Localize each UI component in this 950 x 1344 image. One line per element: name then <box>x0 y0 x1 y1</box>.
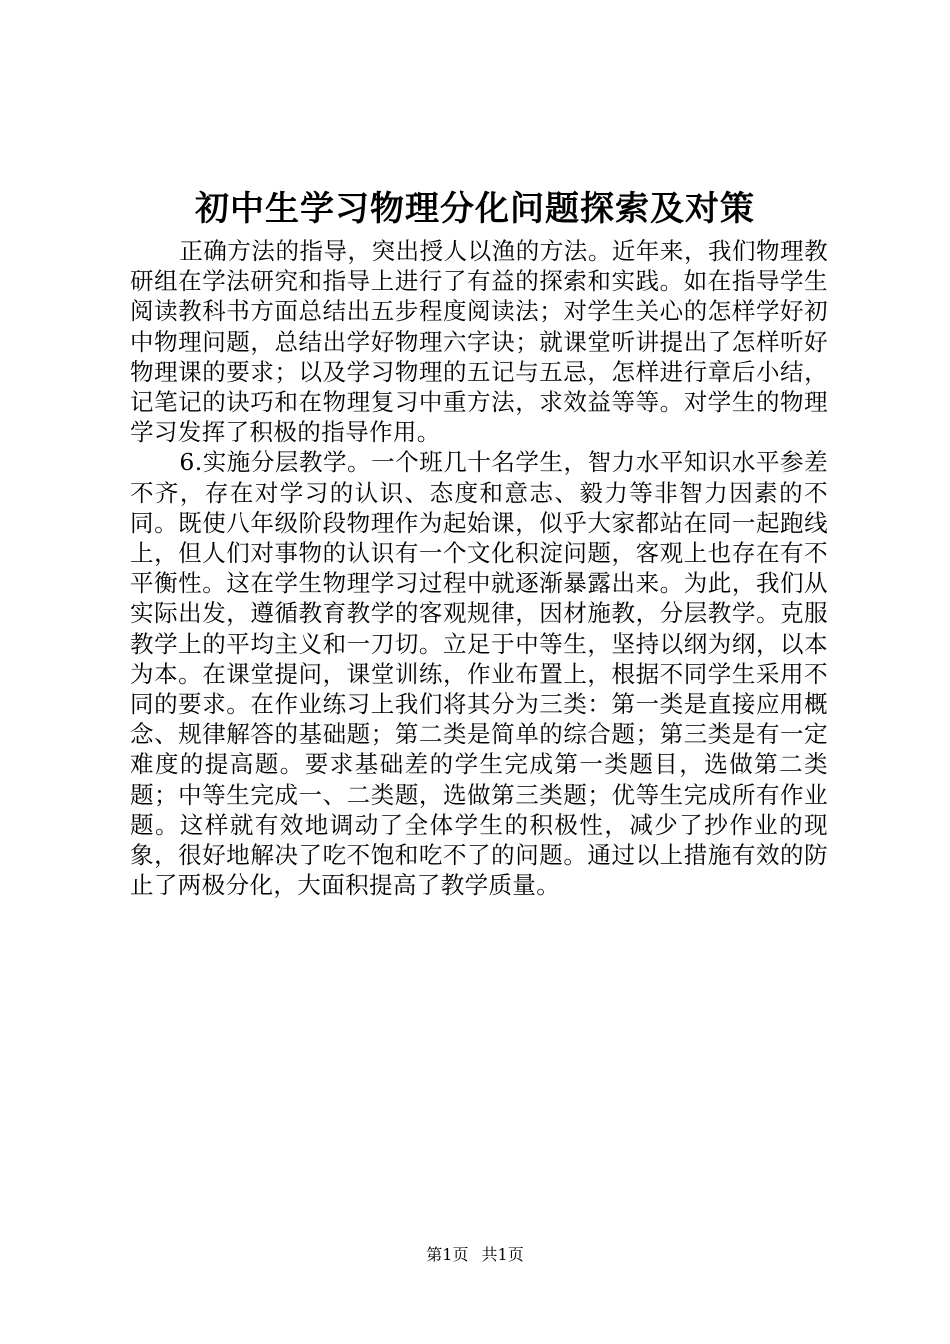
paragraph-layered-teaching: 6.实施分层教学。一个班几十名学生，智力水平知识水平参差不齐，存在对学习的认识、态度和意志、毅力等非智力因素的不同。既使八年级阶段物理作为起始课，似乎大家都站在同一起跑线上，但人们对事物的认识有一个文化积淀问题，客观上也存在有不平衡性。这在学生物理学习过程中就逐渐暴露出来。为此，我们从实际出发，遵循教育教学的客观规律，因材施教，分层教学。克服教学上的平均主义和一刀切。立足于中等生，坚持以纲为纲，以本为本。在课堂提问，课堂训练，作业布置上，根据不同学生采用不同的要求。在作业练习上我们将其分为三类：第一类是直接应用概念、规律解答的基础题；第二类是简单的综合题；第三类是有一定难度的提高题。要求基础差的学生完成第一类题目，选做第二类题；中等生完成一、二类题，选做第三类题；优等生完成所有作业题。这样就有效地调动了全体学生的积极性，减少了抄作业的现象，很好地解决了吃不饱和吃不了的问题。通过以上措施有效的防止了两极分化，大面积提高了教学质量。 <box>130 448 828 900</box>
document-body <box>130 236 828 900</box>
paragraph-method-guidance: 正确方法的指导，突出授人以渔的方法。近年来，我们物理教研组在学法研究和指导上进行了有益的探索和实践。如在指导学生阅读教科书方面总结出五步程度阅读法；对学生关心的怎样学好初中物理问题，总结出学好物理六字诀；就课堂听讲提出了怎样听好物理课的要求；以及学习物理的五记与五忌，怎样进行章后小结，记笔记的诀巧和在物理复习中重方法，求效益等等。对学生的物理学习发挥了积极的指导作用。 <box>130 237 828 447</box>
document-title: 初中生学习物理分化问题探索及对策 <box>195 189 755 229</box>
page-total: 共1页 <box>481 1245 524 1264</box>
page-number: 第1页 <box>426 1245 469 1264</box>
page-footer <box>0 1244 950 1266</box>
